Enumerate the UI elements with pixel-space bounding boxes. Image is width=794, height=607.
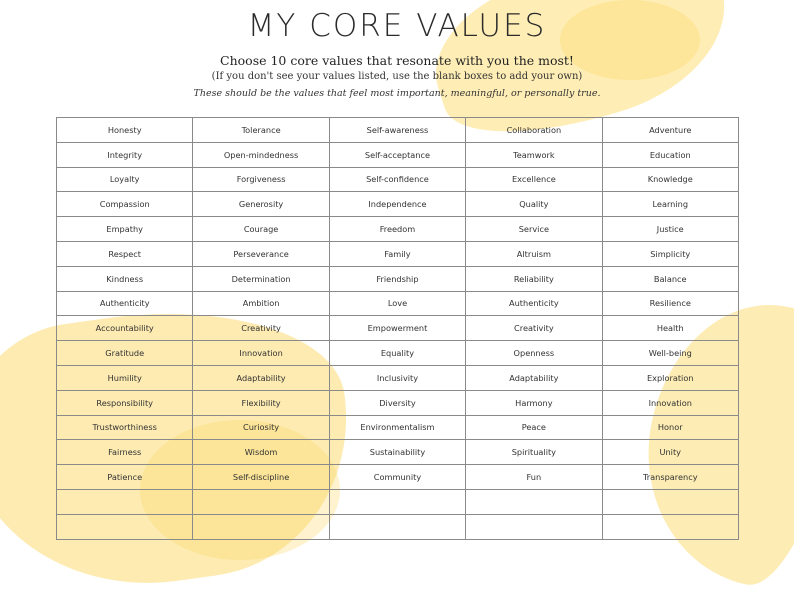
value-cell: Altruism bbox=[466, 242, 602, 267]
value-cell: Innovation bbox=[193, 341, 329, 366]
value-cell: Exploration bbox=[603, 366, 739, 391]
value-cell: Health bbox=[603, 316, 739, 341]
value-cell: Simplicity bbox=[603, 242, 739, 267]
blank-value-cell[interactable] bbox=[57, 515, 193, 540]
value-cell: Friendship bbox=[330, 267, 466, 292]
blank-value-cell[interactable] bbox=[330, 490, 466, 515]
value-cell: Self-confidence bbox=[330, 168, 466, 193]
value-cell: Determination bbox=[193, 267, 329, 292]
value-cell: Generosity bbox=[193, 192, 329, 217]
value-cell: Transparency bbox=[603, 465, 739, 490]
value-cell: Adaptability bbox=[193, 366, 329, 391]
value-cell: Integrity bbox=[57, 143, 193, 168]
value-cell: Respect bbox=[57, 242, 193, 267]
value-cell: Teamwork bbox=[466, 143, 602, 168]
value-cell: Ambition bbox=[193, 292, 329, 317]
value-cell: Self-discipline bbox=[193, 465, 329, 490]
blank-value-cell[interactable] bbox=[193, 515, 329, 540]
value-cell: Creativity bbox=[466, 316, 602, 341]
value-cell: Environmentalism bbox=[330, 416, 466, 441]
value-cell: Balance bbox=[603, 267, 739, 292]
value-cell: Fun bbox=[466, 465, 602, 490]
blank-value-cell[interactable] bbox=[603, 490, 739, 515]
value-cell: Self-awareness bbox=[330, 118, 466, 143]
blank-value-cell[interactable] bbox=[193, 490, 329, 515]
value-cell: Family bbox=[330, 242, 466, 267]
value-cell: Independence bbox=[330, 192, 466, 217]
value-cell: Sustainability bbox=[330, 440, 466, 465]
value-cell: Reliability bbox=[466, 267, 602, 292]
value-cell: Self-acceptance bbox=[330, 143, 466, 168]
value-cell: Perseverance bbox=[193, 242, 329, 267]
value-cell: Service bbox=[466, 217, 602, 242]
value-cell: Responsibility bbox=[57, 391, 193, 416]
value-cell: Learning bbox=[603, 192, 739, 217]
value-cell: Innovation bbox=[603, 391, 739, 416]
value-cell: Loyalty bbox=[57, 168, 193, 193]
value-cell: Spirituality bbox=[466, 440, 602, 465]
value-cell: Humility bbox=[57, 366, 193, 391]
value-cell: Freedom bbox=[330, 217, 466, 242]
value-cell: Inclusivity bbox=[330, 366, 466, 391]
value-cell: Equality bbox=[330, 341, 466, 366]
blank-value-cell[interactable] bbox=[57, 490, 193, 515]
value-cell: Wisdom bbox=[193, 440, 329, 465]
value-cell: Resilience bbox=[603, 292, 739, 317]
value-cell: Flexibility bbox=[193, 391, 329, 416]
instructions: Choose 10 core values that resonate with you the most! bbox=[220, 53, 574, 68]
value-cell: Patience bbox=[57, 465, 193, 490]
value-cell: Honesty bbox=[57, 118, 193, 143]
value-cell: Forgiveness bbox=[193, 168, 329, 193]
value-cell: Kindness bbox=[57, 267, 193, 292]
value-cell: Knowledge bbox=[603, 168, 739, 193]
value-cell: Love bbox=[330, 292, 466, 317]
value-cell: Fairness bbox=[57, 440, 193, 465]
blank-value-cell[interactable] bbox=[330, 515, 466, 540]
value-cell: Community bbox=[330, 465, 466, 490]
value-cell: Adventure bbox=[603, 118, 739, 143]
value-cell: Honor bbox=[603, 416, 739, 441]
value-cell: Accountability bbox=[57, 316, 193, 341]
value-cell: Excellence bbox=[466, 168, 602, 193]
tagline: These should be the values that feel most important, meaningful, or personally true. bbox=[193, 88, 601, 99]
value-cell: Diversity bbox=[330, 391, 466, 416]
value-cell: Harmony bbox=[466, 391, 602, 416]
value-cell: Quality bbox=[466, 192, 602, 217]
blank-value-cell[interactable] bbox=[466, 515, 602, 540]
value-cell: Compassion bbox=[57, 192, 193, 217]
value-cell: Creativity bbox=[193, 316, 329, 341]
value-cell: Peace bbox=[466, 416, 602, 441]
value-cell: Trustworthiness bbox=[57, 416, 193, 441]
value-cell: Adaptability bbox=[466, 366, 602, 391]
page-title: MY CORE VALUES bbox=[247, 8, 547, 44]
value-cell: Openness bbox=[466, 341, 602, 366]
value-cell: Empathy bbox=[57, 217, 193, 242]
value-cell: Justice bbox=[603, 217, 739, 242]
blank-value-cell[interactable] bbox=[466, 490, 602, 515]
value-cell: Authenticity bbox=[466, 292, 602, 317]
blank-value-cell[interactable] bbox=[603, 515, 739, 540]
value-cell: Empowerment bbox=[330, 316, 466, 341]
value-cell: Tolerance bbox=[193, 118, 329, 143]
blank-boxes-note: (If you don't see your values listed, use the blank boxes to add your own) bbox=[211, 71, 583, 82]
values-table bbox=[56, 117, 739, 540]
value-cell: Curiosity bbox=[193, 416, 329, 441]
value-cell: Education bbox=[603, 143, 739, 168]
value-cell: Courage bbox=[193, 217, 329, 242]
value-cell: Unity bbox=[603, 440, 739, 465]
value-cell: Open-mindedness bbox=[193, 143, 329, 168]
value-cell: Authenticity bbox=[57, 292, 193, 317]
value-cell: Gratitude bbox=[57, 341, 193, 366]
value-cell: Well-being bbox=[603, 341, 739, 366]
value-cell: Collaboration bbox=[466, 118, 602, 143]
